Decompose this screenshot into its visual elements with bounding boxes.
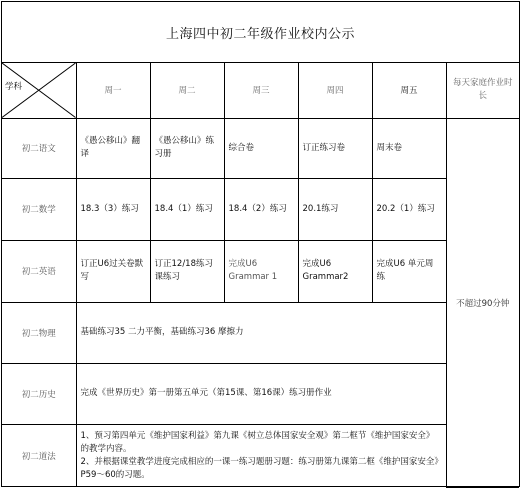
cell-chinese-fri: 周末卷 <box>372 118 446 178</box>
day-header-tue: 周二 <box>150 63 224 118</box>
header-row <box>2 63 519 118</box>
cell-chinese-thu: 订正练习卷 <box>298 118 372 178</box>
cell-english-wed: 完成U6 Grammar 1 <box>224 240 298 302</box>
subject-morality-law: 初二道法 <box>2 424 76 487</box>
subject-math: 初二数学 <box>2 178 76 240</box>
morality-law-item-2: 2、并根据课堂教学进度完成相应的一课一练习题册习题：练习册第九课第二框《维护国家安全》P59～60的习题。 <box>80 456 439 480</box>
subject-header-label: 学科 <box>5 82 23 92</box>
homework-table <box>2 63 519 488</box>
cell-chinese-wed: 综合卷 <box>224 118 298 178</box>
time-limit-header: 每天家庭作业时长 <box>446 63 519 118</box>
cell-english-thu: 完成U6 Grammar2 <box>298 240 372 302</box>
cell-math-thu: 20.1练习 <box>298 178 372 240</box>
day-header-fri: 周五 <box>372 63 446 118</box>
table-row <box>2 240 519 302</box>
day-header-mon: 周一 <box>76 63 150 118</box>
cell-english-tue: 订正12/18练习课练习 <box>150 240 224 302</box>
day-header-wed: 周三 <box>224 63 298 118</box>
cell-chinese-mon: 《愚公移山》翻译 <box>76 118 150 178</box>
subject-chinese: 初二语文 <box>2 118 76 178</box>
cell-math-fri: 20.2（1）练习 <box>372 178 446 240</box>
page-title: 上海四中初二年级作业校内公示 <box>2 2 519 63</box>
table-row <box>2 363 519 424</box>
table-row <box>2 302 519 363</box>
cell-physics-week: 基础练习35 二力平衡，基础练习36 摩擦力 <box>76 302 446 363</box>
cell-history-week: 完成《世界历史》第一册第五单元（第15课、第16课）练习册作业 <box>76 363 446 424</box>
cell-math-tue: 18.4（1）练习 <box>150 178 224 240</box>
subject-header <box>2 63 76 118</box>
table-row <box>2 178 519 240</box>
subject-english: 初二英语 <box>2 240 76 302</box>
time-limit-value: 不超过90分钟 <box>446 118 519 487</box>
cell-chinese-tue: 《愚公移山》练习册 <box>150 118 224 178</box>
cell-english-fri: 完成U6 单元周练 <box>372 240 446 302</box>
morality-law-item-1: 1、预习第四单元《维护国家利益》第九课《树立总体国家安全观》第二框节《维护国家安全》的教学内容。 <box>80 430 435 454</box>
table-row <box>2 118 519 178</box>
cell-math-wed: 18.4（2）练习 <box>224 178 298 240</box>
table-row <box>2 424 519 487</box>
cell-english-mon: 订正U6过关卷默写 <box>76 240 150 302</box>
cell-morality-law-week <box>76 424 446 487</box>
subject-physics: 初二物理 <box>2 302 76 363</box>
notice-sheet <box>1 1 520 487</box>
subject-history: 初二历史 <box>2 363 76 424</box>
cell-math-mon: 18.3（3）练习 <box>76 178 150 240</box>
day-header-thu: 周四 <box>298 63 372 118</box>
